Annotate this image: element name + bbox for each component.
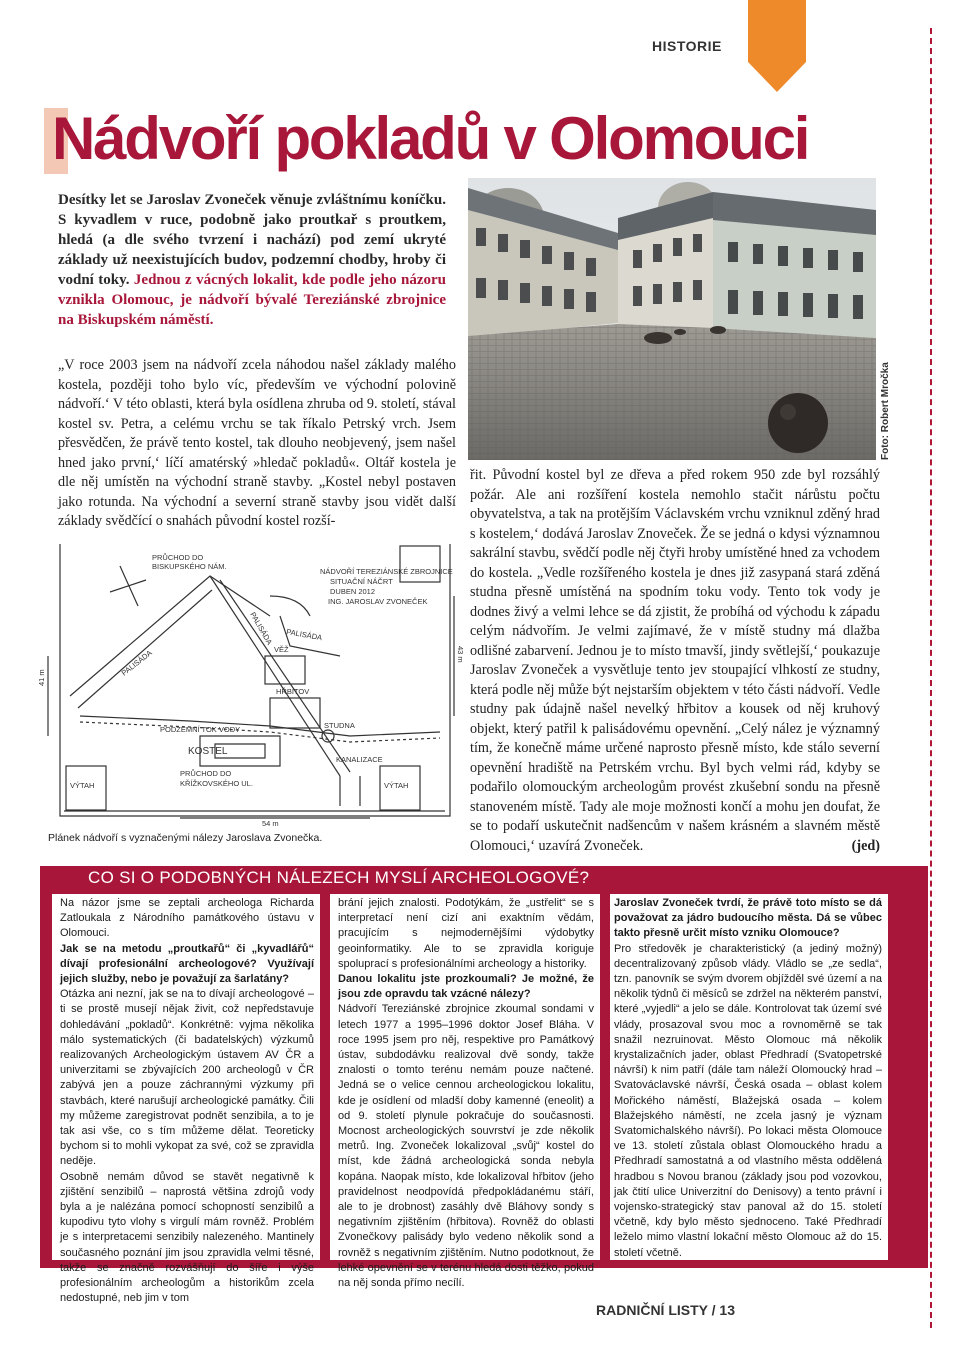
sketch-label-pruchod-biskupsky-2: BISKUPSKÉHO NÁM. — [152, 562, 227, 571]
sketch-label-palisada-mid: PALISÁDA — [285, 627, 323, 643]
interview-box-title: CO SI O PODOBNÝCH NÁLEZECH MYSLÍ ARCHEOLOGOVÉ? — [88, 868, 590, 887]
article-body-left: „V roce 2003 jsem na nádvoří zcela náhodou našel základy malého kostela, později toho bylo víc, především ve východní polovině nádvoří.‘ V této oblasti, která byla osídlena zhruba od 9. století, stával kostel sv. Petra, a celému vrchu se tak říkalo Petrský vrch. Jsem přesvědčen, že právě tento kostel, tak dlouho neobjevený, jsem našel hned jako první,‘ líčí amatérský »hledač pokladů«. Oltář kostela je dle něj umístěn na východní straně stavby. „Kostel nebyl postaven jako rotunda. Na východní a severní straně stavby jsou vidět další základy svědčící o snahách původní kostel rozší- — [58, 357, 456, 529]
sketch-caption: Plánek nádvoří s vyznačenými nálezy Jaroslava Zvonečka. — [48, 832, 323, 844]
courtyard-photo — [468, 178, 876, 460]
page-footer: RADNIČNÍ LISTY / 13 — [596, 1302, 735, 1318]
interview-question-2: Danou lokalitu jste prozkoumali? Je možné, že jsou zde opravdu tak vzácné nálezy? — [338, 973, 594, 1001]
sketch-label-header-1: NÁDVOŘÍ TEREZIÁNSKÉ ZBROJNICE — [320, 567, 453, 576]
sketch-label-palisada-top: PALISÁDA — [248, 610, 275, 647]
sketch-label-kanalizace: KANALIZACE — [336, 755, 383, 764]
interview-answer-3: Pro středověk je charakteristický (a jediný možný) decentralizovaný způsob vlády. Vládlo se „ze sedla“, tzn. panovník se svým dvorem objížděl své území a na několik týdnů či měsíců se zdržel na některém panství, které „vyjedli“ a jelo se dále. Kontrolovat tak území své vlády, prosazoval svou moc a rovnoměrně se tak snažil nezruinovat. Město Olomouc má několik krystalizačních jader, oblast Předhradí (Svatopetrské návrší) k nim patří (dále tam náleží Olomoucký hrad – Svatováclavské návrší, Česká osada – oblast kolem Mořického náměstí, Blažejská osada – kolem Blažejského náměstí, ne zcela jasný je význam Svatomichalského návrší). Po lokaci města Olomouce ve 13. století zůstala oblast Olomouckého hradu a Předhradí samostatná a od vlastního města oddělená hradbou s Novou branou (základy jsou pod vozovkou, jak čtití ulice Univerzitní do Denisovy) a tento právní i vojensko-strategický stav panoval až do 15. století včetně, kdy bylo město sjednoceno. Také Předhradí leželo mimo vlastní lokační město Olomouc až do 15. století včetně. — [614, 942, 882, 1259]
sketch-label-header-3: DUBEN 2012 — [330, 587, 376, 596]
interview-column-1 — [52, 894, 320, 1305]
sketch-label-pruchod-krizovsky: PRŮCHOD DO — [180, 769, 232, 778]
sketch-label-dim-right: 43 m — [456, 646, 465, 663]
sketch-label-header-4: ING. JAROSLAV ZVONEČEK — [328, 597, 428, 606]
article-title: Nádvoří pokladů v Olomouci — [52, 105, 809, 172]
sketch-label-pruchod-biskupsky: PRŮCHOD DO — [152, 553, 204, 562]
sketch-label-vytah-left: VÝTAH — [70, 781, 95, 790]
section-label: HISTORIE — [652, 38, 722, 54]
interview-intro: Na názor jsme se zeptali archeologa Richarda Zatloukala z Národního památkového ústavu v Olomouci. — [60, 897, 314, 940]
lead-highlight: Jednou z vácných lokalit, kde podle jeho názoru vznikla Olomouc, je nádvoří bývalé Tereziánské zbrojnice na Biskupském náměstí. — [58, 272, 446, 328]
article-lead — [58, 190, 446, 330]
interview-question-3: Jaroslav Zvoneček tvrdí, že právě toto místo se dá považovat za jádro budoucího města. Dá se vůbec takto přesně určit místo vzniku Olomouce? — [614, 897, 882, 940]
interview-question-1: Jak se na metodu „proutkařů“ či „kyvadlářů“ dívají profesionální archeologové? Využívají jejich služby, nebo je považují za šarlatány? — [60, 942, 314, 986]
lead-text: Desítky let se Jaroslav Zvoneček věnuje zvláštnímu koníčku. S kyvadlem v ruce, podobně jako proutkař s proutkem, hledá (a dle svého tvrzení i nachází) pod zemí ukryté základy už neexistujících budov, podzemní chodby, hroby či vodní toky. — [58, 192, 446, 288]
article-body-right — [470, 466, 880, 856]
sketch-label-hrbitov: HŘBITOV — [276, 687, 310, 696]
body-right-text: řit. Původní kostel byl ze dřeva a před rokem 950 zde byl rozsáhlý požár. Ale ani rozšíření kostela nemohlo stačit nárůstu počtu obyvatelstva, a tak na protějším Václavském vrchu vzniknul zděný hrad s kostelem,‘ dodává Jaroslav Znoveček. Že se jedná o kdysi významnou sakrální stavbu, svědčí podle něj čtyři hroby umístěné hned za vchodem do kostela. „Vedle rozšířeného kostela je dnes již zasypaná stará zděná studna přesně umístěná na spodním toku vody. Tento tok vody je dodnes živý a velmi lehce se dá zjistit, že probíhá od východu k západu celým nádvořím. Je velmi zajímavé, že v místě studny má dlažba odlišné zabarvení. Jednou je to místo tmavší, jindy světlejší,‘ poukazuje Jaroslav Zvoneček a vysvětluje tento jev stoupající vlhkostí ze studny, která podle něj může být nejstarším objektem v této části nádvoří. Vedle studny pak údajně našel nevelký hřbitov a kousek od něj kruhový objekt, který patřil k palisádovému opevnění. „Celý nález je významný tím, že konečně máme určené naprosto přesně místo, kde stálo severní opevnění hradiště na Petrském vrchu. Byl bych velmi rád, kdyby se podařilo olomouckým archeologům provést zkušební sondu na přesně stanoveném místě. Tady ale moje možnosti končí a mohu jen doufat, že se to podaří uskutečnit nadšencům v našem krásném a slavném městě Olomouci,‘ uzavírá Zvoneček. — [470, 467, 880, 854]
site-plan-sketch — [37, 536, 465, 828]
sketch-label-studna: STUDNA — [324, 721, 355, 730]
sketch-label-header-2: SITUAČNÍ NÁČRT — [330, 577, 393, 586]
orange-section-tab — [748, 0, 806, 92]
interview-answer-1b: Osobně nemám důvod se stavět negativně k zjištění senzibilů – naprostá většina zdrojů vody byla a je nalézána pomocí schopností senzibilů a kupodivu tyto vlohy s virgulí mám rovněž. Problém je s interpretacemi senzibily nalezeného. Mantinely současného poznání jim jsou zpravidla velmi těsné, takže se značně rozvášňují do šíře i výše profesionálním archeologům a historikům zcela nedostupné, neb jim v tom — [60, 1170, 314, 1305]
sketch-label-dim-bottom: 54 m — [262, 819, 279, 828]
interview-column-2 — [330, 894, 600, 1290]
interview-answer-2: Nádvoří Tereziánské zbrojnice zkoumal sondami v letech 1977 a 1995–1996 doktor Josef Bláha. V roce 1995 jsem pro něj, respektive pro Památkový ústav, subdodávku realizoval dvě sondy, takže znalosti o tomto terénu nemám pouze načtené. Jedná se o velice cennou archeologickou lokalitu, kde je osídlení od mladší doby kamenné (eneolit) a od 9. století plynule pokračuje do současnosti. Mocnost archeologických souvrství je zde několik metrů. Ing. Zvoneček lokalizoval „svůj“ kostel do míst, kde žádná archeologická sonda nebyla kopána. Naopak místo, kde lokalizoval hřbitov (jeho pravidelnost neodpovídá předpokládanému stáří, ale to je drobnost) zasáhly dvě Bláhovy sondy s negativním zjištěním (hřbitova). Rovněž do oblasti Zvonečkovy palisády bylo vedeno několik sond a rovněž s negativním zjištěním. Nutno podotknout, že lehké opevnění se v terénu hledá dosti těžko, pokud na něj sonda přímo necílí. — [338, 1003, 594, 1290]
author-signature: (jed) — [851, 837, 880, 854]
sketch-label-tok-vody: PODZEMNÍ TOK VODY — [160, 725, 241, 734]
sketch-label-palisada-left: PALISÁDA — [119, 648, 154, 678]
interview-column-3 — [610, 894, 888, 1260]
sketch-label-pruchod-krizovsky-2: KŘÍŽKOVSKÉHO UL. — [180, 779, 253, 788]
sketch-label-dim-left: 41 m — [37, 669, 46, 686]
sketch-label-vez: VĚŽ — [274, 645, 289, 654]
sketch-label-vytah-right: VÝTAH — [384, 781, 409, 790]
interview-answer-1a: Otázka ani nezní, jak se na to dívají archeologové – ti se prostě musejí nějak živit, což nepředstavuje dohledávání „pokladů“. Konkrétně: vyjma několika málo systematických (či badatelských) výzkumů realizovaných Archeologickým ústavem AV ČR a univerzitami se zbývajících 200 archeologů v ČR zabývá jen a pouze záchrannými výzkumy při stavbách, které narušují archeologické památky. Čili my můžeme zaregistrovat podnět senzibila, a to je tak asi vše, co s tím můžeme dělat. Teoreticky bychom si to mohli vykopat za své, což se zpravidla neděje. — [60, 988, 314, 1168]
interview-answer-1c: brání jejich znalosti. Podotýkám, že „ustřelit“ se s interpretací není cizí ani exaktním vědám, pracujícím s nejmodernějšími výdobytky geoinformatiky. Ale to se zpravidla koriguje spoluprací s profesionálními archeology a historiky. — [338, 897, 594, 970]
photo-credit: Foto: Robert Mročka — [880, 362, 891, 460]
dashed-margin-line — [930, 28, 932, 1328]
sketch-label-kostel: KOSTEL — [188, 746, 228, 757]
